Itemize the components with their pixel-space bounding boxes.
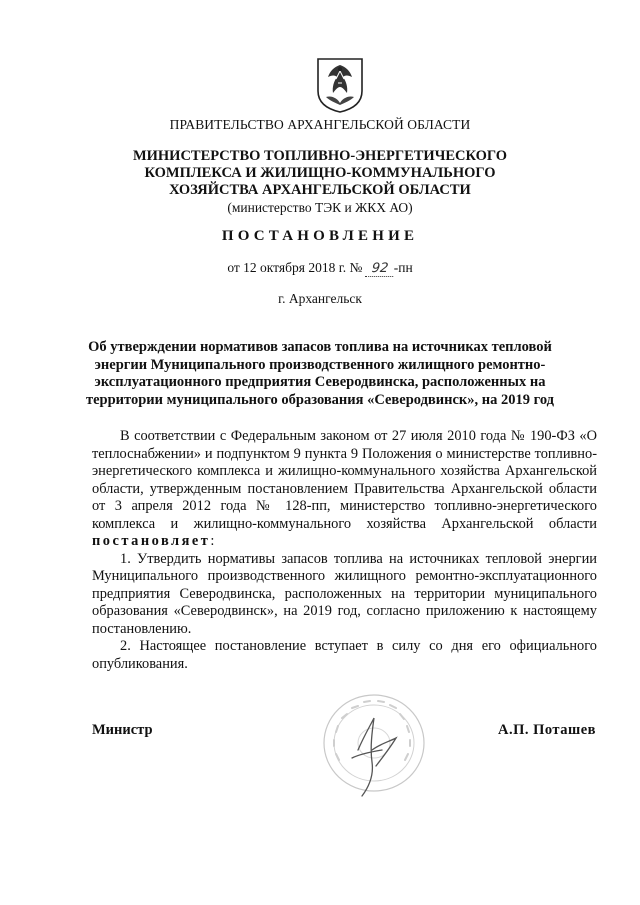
document-city: г. Архангельск bbox=[278, 291, 362, 306]
signature-role: Министр bbox=[92, 722, 153, 738]
signatory-name: А.П. Поташев bbox=[497, 722, 596, 738]
document-type: ПОСТАНОВЛЕНИЕ bbox=[221, 228, 419, 244]
document-body bbox=[92, 428, 597, 673]
preamble-text: В соответствии с Федеральным законом от 27 июля 2010 года № 190-ФЗ «О теплоснабжении» и подпунктом 9 пункта 9 Положения о министерстве топливно-энергетического комплекса и жилищно-коммунального хозяйства Архангельской области, утвержденным постановлением Правительства Архангельской области от 3 апреля 2012 года № 128-пп, министерство топливно-энергетического комплекса и жилищно-коммунального хозяйства Архангельской области bbox=[92, 428, 597, 532]
ministry-name bbox=[0, 148, 640, 216]
resolves-word: постановляет bbox=[92, 533, 211, 549]
ministry-abbreviation: (министерство ТЭК и ЖКХ АО) bbox=[227, 200, 413, 215]
subject-line: энергии Муниципального производственного жилищного ремонтно- bbox=[94, 356, 546, 373]
subject-line: Об утверждении нормативов запасов топлива на источниках тепловой bbox=[88, 339, 552, 355]
government-title: ПРАВИТЕЛЬСТВО АРХАНГЕЛЬСКОЙ ОБЛАСТИ bbox=[169, 117, 471, 132]
subject-line: эксплуатационного предприятия Северодвинска, расположенных на bbox=[94, 374, 546, 390]
preamble-paragraph: В соответствии с Федеральным законом от 27 июля 2010 года № 190-ФЗ «О теплоснабжении» и подпунктом 9 пункта 9 Положения о министерстве топливно-энергетического комплекса и жилищно-коммунального хозяйства Архангельской области, утвержденным постановлением Правительства Архангельской области от 3 апреля 2012 года № 128-пп, министерство топливно-энергетического комплекса и жилищно-коммунального хозяйства Архангельской области постановляет: bbox=[92, 428, 597, 549]
ministry-line: МИНИСТЕРСТВО ТОПЛИВНО-ЭНЕРГЕТИЧЕСКОГО bbox=[132, 148, 508, 164]
handwritten-signature-icon bbox=[352, 718, 396, 796]
ministry-line: ХОЗЯЙСТВА АРХАНГЕЛЬСКОЙ ОБЛАСТИ bbox=[169, 182, 471, 198]
coat-of-arms-icon bbox=[316, 57, 364, 113]
ministry-line: КОМПЛЕКСА И ЖИЛИЩНО-КОММУНАЛЬНОГО bbox=[144, 165, 496, 181]
official-seal-icon bbox=[312, 688, 442, 803]
item-1-paragraph: 1. Утвердить нормативы запасов топлива на источниках тепловой энергии Муниципального производственного жилищного ремонтно-эксплуатационного предприятия Северодвинска, расположенных на территории муниципального образования «Северодвинск», на 2019 год, согласно приложению к настоящему постановлению. bbox=[92, 550, 597, 637]
document-subject bbox=[0, 339, 640, 409]
subject-line: территории муниципального образования «Северодвинск», на 2019 год bbox=[85, 391, 554, 408]
document-date: от 12 октября 2018 г. № bbox=[227, 260, 363, 275]
item-2-paragraph: 2. Настоящее постановление вступает в силу со дня его официального опубликования. bbox=[92, 638, 597, 672]
document-date-number bbox=[0, 260, 640, 277]
document-number: 92 bbox=[365, 261, 395, 277]
document-number-suffix: -пн bbox=[393, 260, 413, 275]
